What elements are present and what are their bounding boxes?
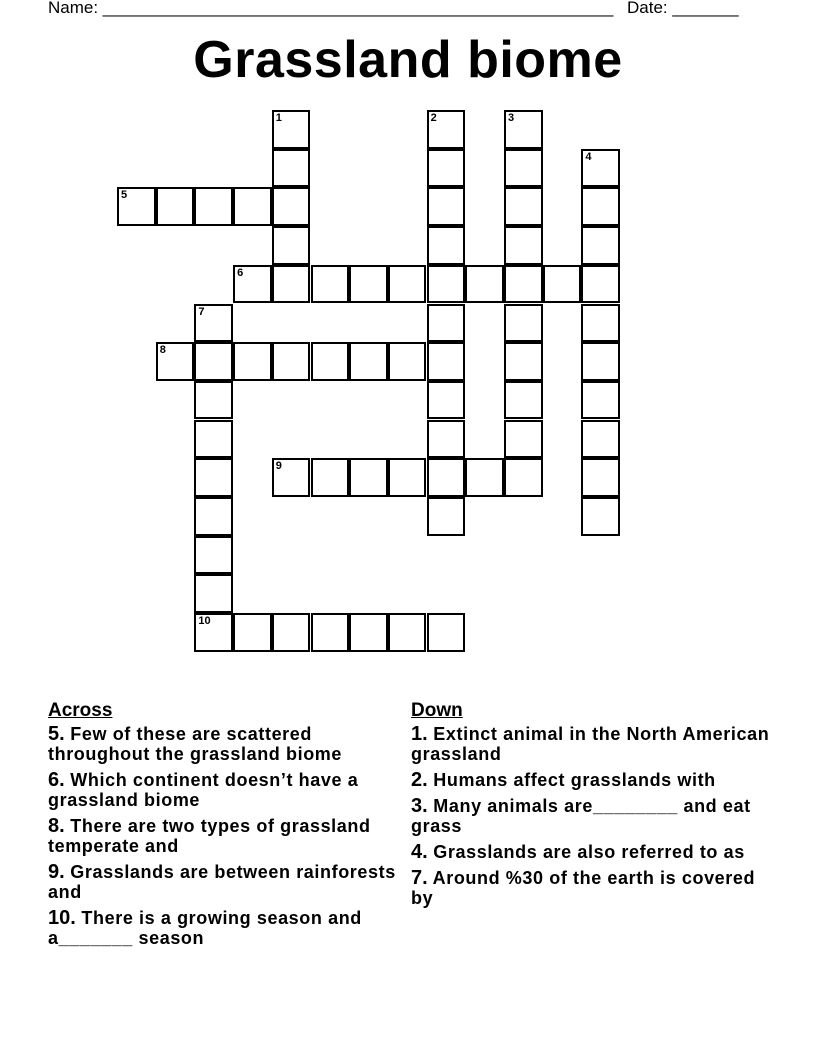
crossword-cell[interactable] <box>504 226 543 265</box>
clue-number: 10. <box>48 907 76 929</box>
crossword-cell[interactable] <box>349 265 388 304</box>
crossword-cell[interactable] <box>156 342 195 381</box>
name-field-label: Name: ______________________________________________________ <box>48 0 614 17</box>
cell-number: 10 <box>198 615 211 628</box>
crossword-cell[interactable] <box>427 497 466 536</box>
crossword-cell[interactable] <box>194 613 233 652</box>
clue-item <box>48 816 408 856</box>
down-heading: Down <box>411 700 463 721</box>
clue-text: Around %30 of the earth is covered by <box>411 868 756 908</box>
crossword-cell[interactable] <box>194 381 233 420</box>
crossword-cell[interactable] <box>233 187 272 226</box>
crossword-cell[interactable] <box>427 226 466 265</box>
crossword-cell[interactable] <box>581 226 620 265</box>
crossword-cell[interactable] <box>504 342 543 381</box>
clue-item <box>411 842 781 862</box>
crossword-cell[interactable] <box>427 149 466 188</box>
crossword-cell[interactable] <box>465 458 504 497</box>
crossword-cell[interactable] <box>194 536 233 575</box>
crossword-cell[interactable] <box>465 265 504 304</box>
crossword-cell[interactable] <box>427 187 466 226</box>
crossword-cell[interactable] <box>194 497 233 536</box>
crossword-cell[interactable] <box>194 187 233 226</box>
crossword-cell[interactable] <box>581 381 620 420</box>
crossword-cell[interactable] <box>272 149 311 188</box>
crossword-cell[interactable] <box>427 110 466 149</box>
crossword-cell[interactable] <box>427 304 466 343</box>
cell-number: 2 <box>430 112 437 124</box>
crossword-cell[interactable] <box>311 613 350 652</box>
crossword-cell[interactable] <box>581 420 620 459</box>
clue-text: Humans affect grasslands with <box>433 770 716 790</box>
cell-number: 5 <box>121 189 128 202</box>
crossword-cell[interactable] <box>233 613 272 652</box>
crossword-cell[interactable] <box>504 265 543 304</box>
clue-number: 9. <box>48 861 65 883</box>
date-field-label: Date: _______ <box>627 0 739 17</box>
clue-item <box>48 908 408 948</box>
cell-number: 8 <box>159 344 166 357</box>
crossword-cell[interactable] <box>427 342 466 381</box>
crossword-cell[interactable] <box>504 458 543 497</box>
clue-number: 7. <box>411 867 428 889</box>
crossword-cell[interactable] <box>504 420 543 459</box>
crossword-cell[interactable] <box>194 304 233 343</box>
crossword-cell[interactable] <box>581 265 620 304</box>
clue-text: Which continent doesn’t have a grassland biome <box>48 770 359 810</box>
clue-number: 5. <box>48 723 65 745</box>
clue-number: 3. <box>411 795 428 817</box>
clue-text: There are two types of grassland temperate and <box>48 816 371 856</box>
page-title: Grassland biome <box>193 31 623 89</box>
cell-number: 9 <box>275 460 282 473</box>
clue-number: 4. <box>411 841 428 863</box>
crossword-cell[interactable] <box>272 342 311 381</box>
crossword-cell[interactable] <box>388 342 427 381</box>
crossword-cell[interactable] <box>194 342 233 381</box>
crossword-cell[interactable] <box>504 381 543 420</box>
crossword-cell[interactable] <box>233 342 272 381</box>
crossword-cell[interactable] <box>427 420 466 459</box>
clue-number: 6. <box>48 769 65 791</box>
cell-number: 6 <box>237 266 244 279</box>
clue-text: Grasslands are also referred to as <box>433 842 745 862</box>
crossword-cell[interactable] <box>427 458 466 497</box>
clue-item <box>411 868 781 908</box>
crossword-cell[interactable] <box>504 110 543 149</box>
crossword-cell[interactable] <box>427 265 466 304</box>
crossword-cell[interactable] <box>194 458 233 497</box>
crossword-cell[interactable] <box>311 342 350 381</box>
crossword-cell[interactable] <box>504 187 543 226</box>
clue-text: There is a growing season and a_______ season <box>48 908 362 948</box>
crossword-cell[interactable] <box>504 149 543 188</box>
crossword-cell[interactable] <box>543 265 582 304</box>
clue-item <box>48 724 408 764</box>
crossword-cell[interactable] <box>581 149 620 188</box>
crossword-cell[interactable] <box>272 265 311 304</box>
clue-number: 2. <box>411 769 428 791</box>
clue-item <box>411 796 781 836</box>
crossword-cell[interactable] <box>272 226 311 265</box>
crossword-cell[interactable] <box>272 110 311 149</box>
clue-item <box>411 770 781 790</box>
across-clues <box>48 698 408 954</box>
crossword-cell[interactable] <box>581 342 620 381</box>
crossword-cell[interactable] <box>194 420 233 459</box>
crossword-cell[interactable] <box>388 613 427 652</box>
crossword-cell[interactable] <box>311 458 350 497</box>
cell-number: 1 <box>275 112 282 124</box>
crossword-cell[interactable] <box>349 613 388 652</box>
crossword-cell[interactable] <box>581 497 620 536</box>
crossword-cell[interactable] <box>504 304 543 343</box>
clue-number: 1. <box>411 723 428 745</box>
clue-text: Many animals are________ and eat grass <box>411 796 751 836</box>
crossword-cell[interactable] <box>581 187 620 226</box>
crossword-cell[interactable] <box>427 381 466 420</box>
crossword-cell[interactable] <box>581 304 620 343</box>
across-heading: Across <box>48 700 113 721</box>
crossword-cell[interactable] <box>233 265 272 304</box>
cell-number: 4 <box>585 150 592 163</box>
crossword-cell[interactable] <box>349 458 388 497</box>
clue-item <box>411 724 781 764</box>
cell-number: 3 <box>508 112 515 124</box>
crossword-cell[interactable] <box>272 613 311 652</box>
down-clue-list <box>411 724 781 908</box>
clue-number: 8. <box>48 815 65 837</box>
crossword-cell[interactable] <box>427 613 466 652</box>
clue-text: Grasslands are between rainforests and <box>48 862 396 902</box>
across-clue-list <box>48 724 408 948</box>
crossword-cell[interactable] <box>194 574 233 613</box>
crossword-cell[interactable] <box>272 458 311 497</box>
clue-text: Few of these are scattered throughout the grassland biome <box>48 724 343 764</box>
crossword-cell[interactable] <box>272 187 311 226</box>
crossword-cell[interactable] <box>581 458 620 497</box>
crossword-cell[interactable] <box>349 342 388 381</box>
down-clues <box>411 698 781 914</box>
crossword-cell[interactable] <box>156 187 195 226</box>
crossword-cell[interactable] <box>388 458 427 497</box>
crossword-cell[interactable] <box>117 187 156 226</box>
cell-number: 7 <box>198 305 205 318</box>
crossword-cell[interactable] <box>388 265 427 304</box>
clue-item <box>48 862 408 902</box>
clue-item <box>48 770 408 810</box>
crossword-cell[interactable] <box>311 265 350 304</box>
clue-text: Extinct animal in the North American grassland <box>411 724 770 764</box>
